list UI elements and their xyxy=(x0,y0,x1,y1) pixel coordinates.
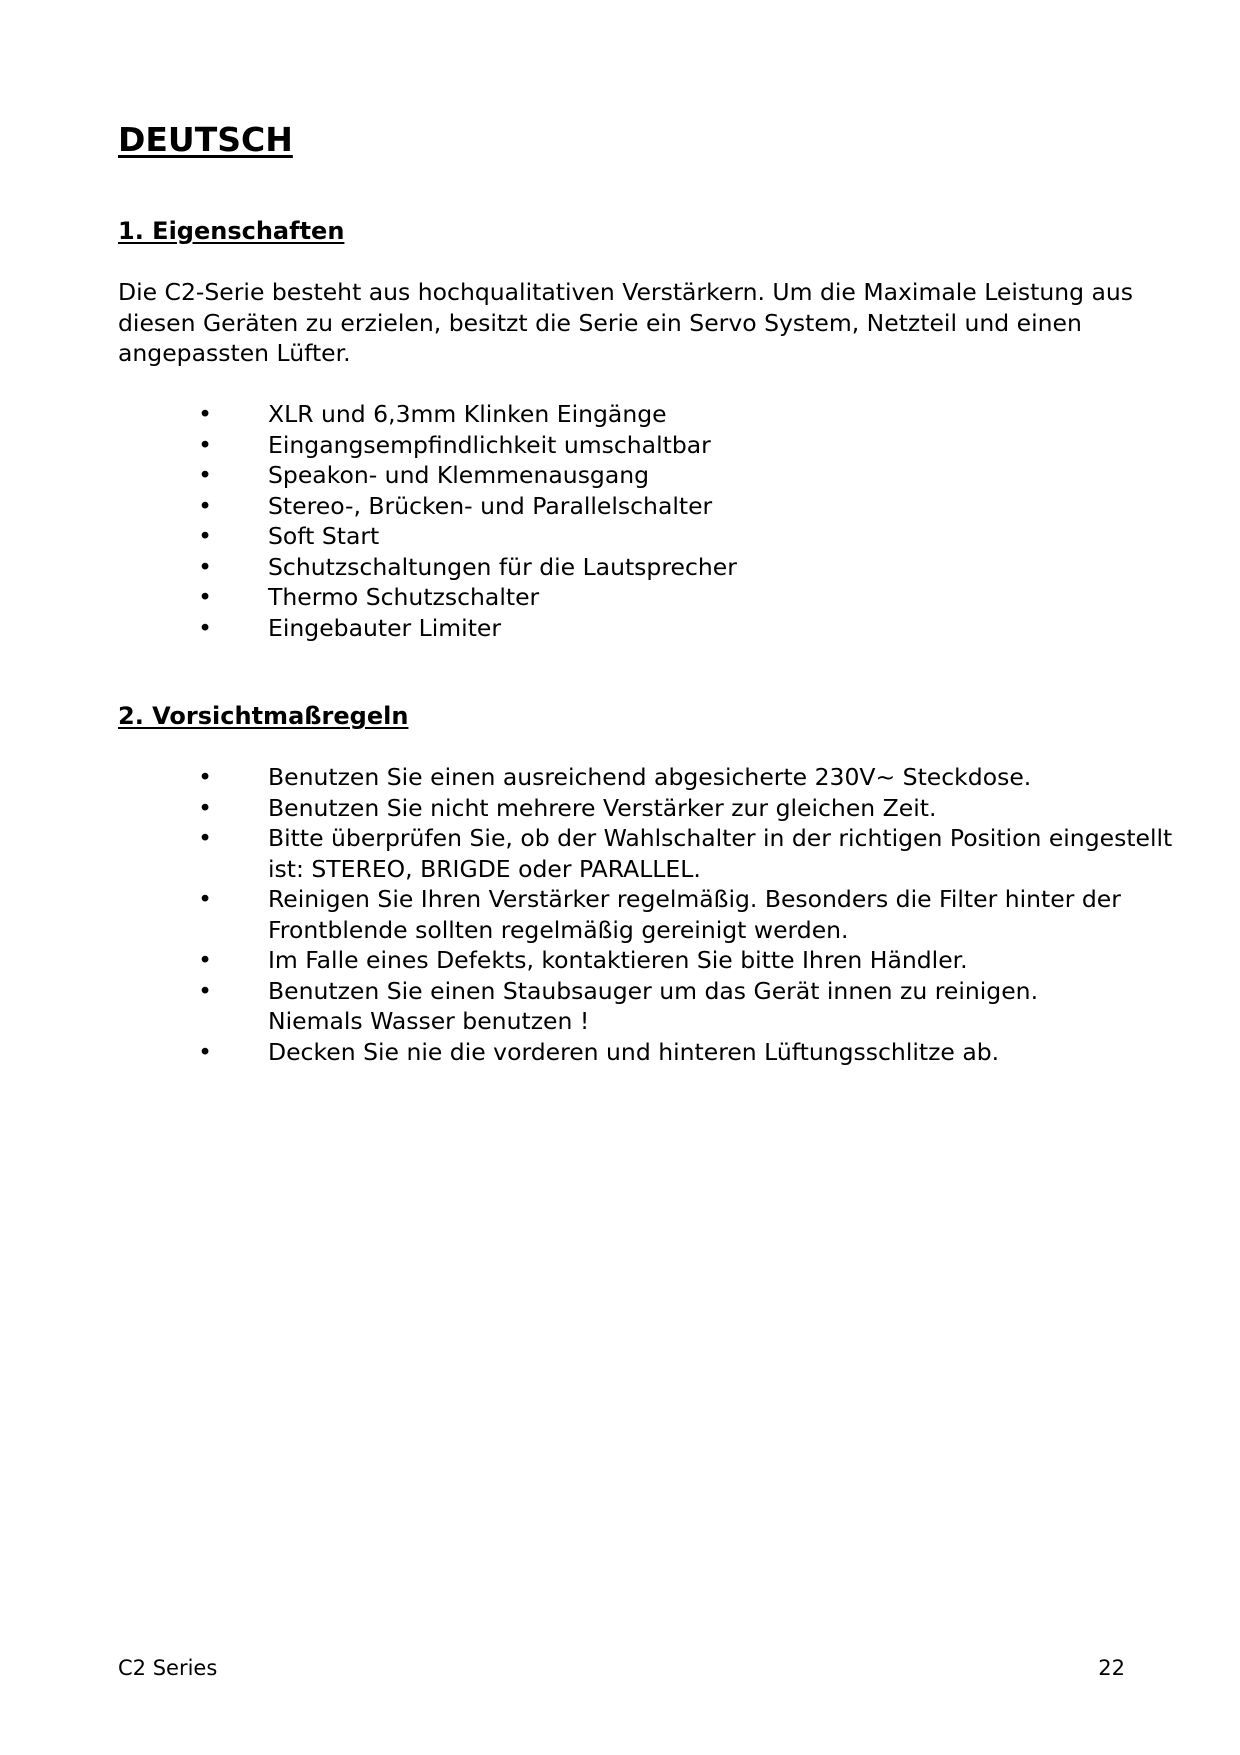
precaution-line: Benutzen Sie einen Staubsauger um das Gerät innen zu reinigen. xyxy=(268,976,1039,1005)
list-item xyxy=(118,399,1128,430)
list-item xyxy=(118,793,1128,824)
list-item xyxy=(118,613,1128,644)
bullet-icon: • xyxy=(198,430,212,459)
features-list xyxy=(118,399,1128,643)
precaution-line: Niemals Wasser benutzen ! xyxy=(268,1007,590,1035)
precaution-line: Decken Sie nie die vorderen und hinteren Lüftungsschlitze ab. xyxy=(268,1037,1000,1066)
precaution-line: Im Falle eines Defekts, kontaktieren Sie bitte Ihren Händler. xyxy=(268,946,968,974)
feature-text: Thermo Schutzschalter xyxy=(268,583,540,611)
intro-line: diesen Geräten zu erzielen, besitzt die Serie ein Servo System, Netzteil und einen xyxy=(118,308,1082,337)
precaution-text xyxy=(268,793,1128,824)
precaution-text xyxy=(268,762,1128,793)
precaution-line: Frontblende sollten regelmäßig gereinigt werden. xyxy=(268,915,849,944)
list-item xyxy=(118,945,1128,976)
footer-series: C2 Series xyxy=(118,1656,218,1680)
bullet-icon: • xyxy=(198,946,212,974)
bullet-icon: • xyxy=(198,583,212,611)
bullet-icon: • xyxy=(198,763,212,791)
list-item xyxy=(118,762,1128,793)
bullet-icon: • xyxy=(198,793,212,822)
bullet-icon: • xyxy=(198,613,212,642)
feature-text: Speakon- und Klemmenausgang xyxy=(268,461,650,489)
precaution-line: Benutzen Sie nicht mehrere Verstärker zur gleichen Zeit. xyxy=(268,793,937,822)
list-item xyxy=(118,823,1173,884)
list-item xyxy=(118,430,1128,461)
bullet-icon: • xyxy=(198,491,212,520)
feature-text: Stereo-, Brücken- und Parallelschalter xyxy=(268,491,713,520)
precaution-text xyxy=(268,884,1128,945)
bullet-icon: • xyxy=(198,522,212,550)
section-heading-vorsichtmassregeln: 2. Vorsichtmaßregeln xyxy=(118,702,409,730)
bullet-icon: • xyxy=(198,461,212,489)
intro-line: Die C2-Serie besteht aus hochqualitativen Verstärkern. Um die Maximale Leistung aus xyxy=(118,278,1134,306)
bullet-icon: • xyxy=(198,885,212,913)
feature-text: Eingebauter Limiter xyxy=(268,613,502,642)
list-item xyxy=(118,491,1128,522)
list-item xyxy=(118,1037,1128,1068)
bullet-icon: • xyxy=(198,400,212,428)
list-item xyxy=(118,521,1128,552)
feature-text: Eingangsempfindlichkeit umschaltbar xyxy=(268,430,711,459)
precaution-text xyxy=(268,823,1173,884)
bullet-icon: • xyxy=(198,1037,212,1066)
page-title: DEUTSCH xyxy=(118,120,293,159)
feature-text: Soft Start xyxy=(268,522,380,550)
precaution-line: Bitte überprüfen Sie, ob der Wahlschalter in der richtigen Position eingestellt xyxy=(268,824,1173,852)
list-item xyxy=(118,976,1128,1037)
list-item xyxy=(118,582,1128,613)
intro-line: angepassten Lüfter. xyxy=(118,339,351,367)
precaution-text xyxy=(268,976,1128,1037)
precautions-list xyxy=(118,762,1173,1067)
feature-text: XLR und 6,3mm Klinken Eingänge xyxy=(268,400,667,428)
footer-page-number: 22 xyxy=(1098,1656,1125,1680)
bullet-icon: • xyxy=(198,552,212,581)
precaution-line: Reinigen Sie Ihren Verstärker regelmäßig. Besonders die Filter hinter der xyxy=(268,885,1121,913)
list-item xyxy=(118,552,1128,583)
intro-paragraph xyxy=(118,277,1134,369)
precaution-text xyxy=(268,1037,1128,1068)
precaution-line: Benutzen Sie einen ausreichend abgesicherte 230V~ Steckdose. xyxy=(268,763,1032,791)
list-item xyxy=(118,884,1128,945)
list-item xyxy=(118,460,1128,491)
bullet-icon: • xyxy=(198,976,212,1005)
precaution-line: ist: STEREO, BRIGDE oder PARALLEL. xyxy=(268,854,701,883)
bullet-icon: • xyxy=(198,824,212,852)
precaution-text xyxy=(268,945,1128,976)
section-heading-eigenschaften: 1. Eigenschaften xyxy=(118,217,345,245)
feature-text: Schutzschaltungen für die Lautsprecher xyxy=(268,552,737,581)
